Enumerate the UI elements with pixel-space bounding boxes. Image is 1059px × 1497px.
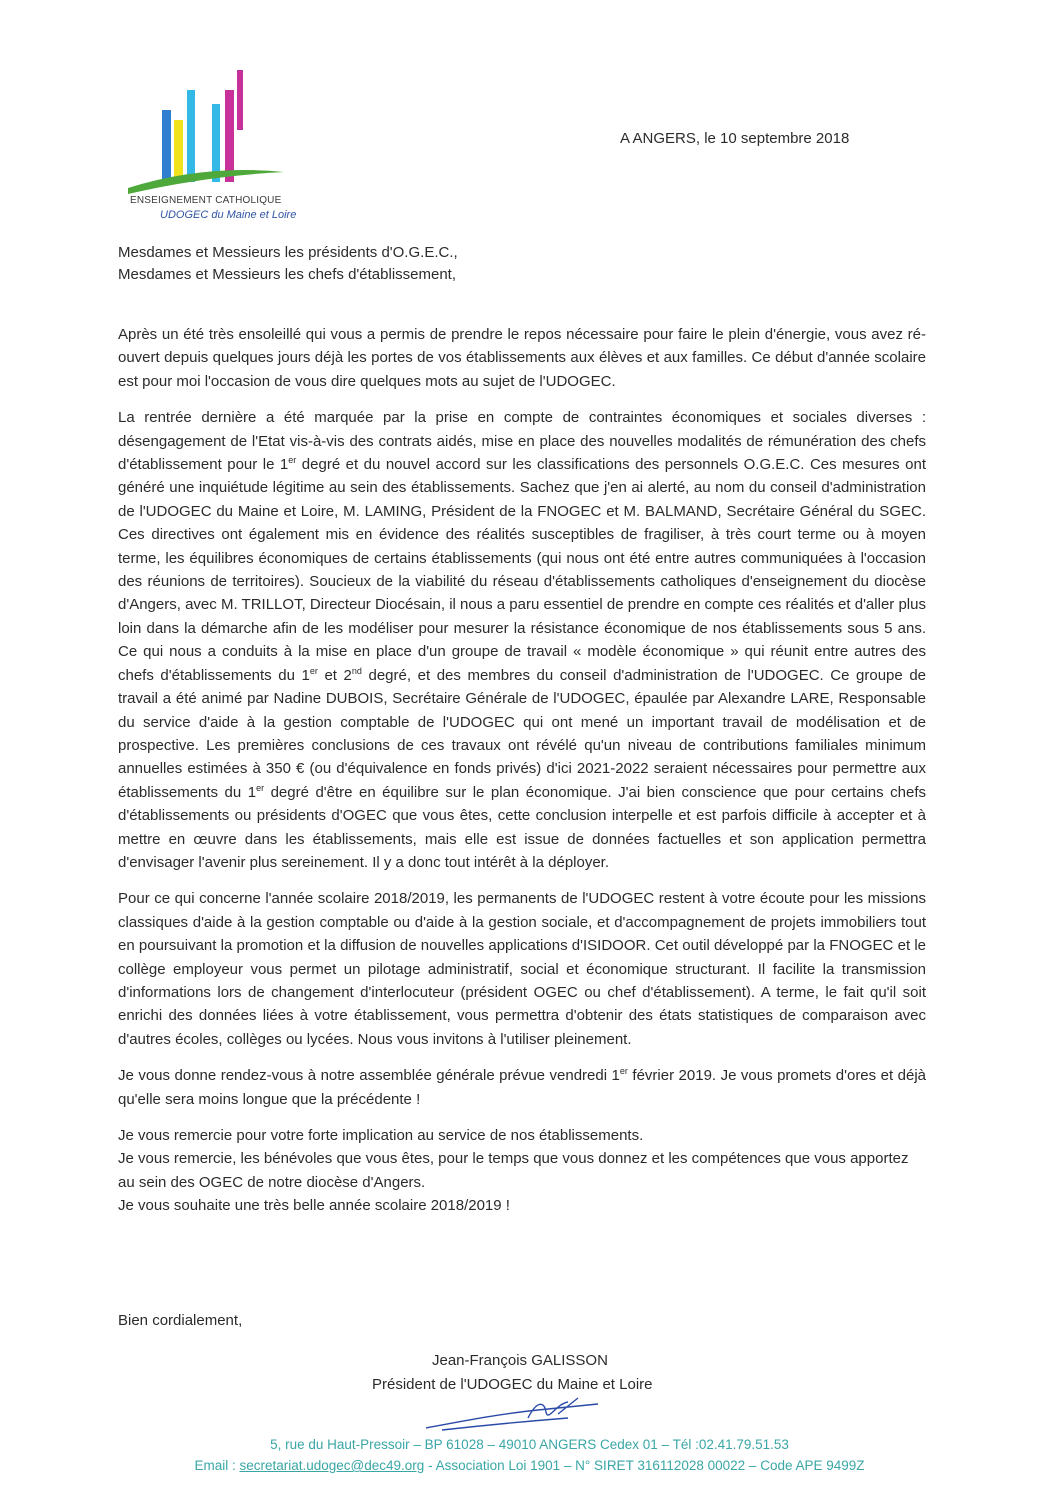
- logo-graphic: [124, 68, 294, 208]
- footer-address: 5, rue du Haut-Pressoir – BP 61028 – 49010 ANGERS Cedex 01 – Tél :02.41.79.51.53: [270, 1437, 789, 1452]
- paragraph-intro: [118, 323, 926, 393]
- logo-bar-magenta: [225, 90, 234, 182]
- paragraph-text: février 2019. Je vous promets d'ores et déjà qu'elle sera moins longue que la précédente !: [118, 1067, 927, 1108]
- logo-swoosh: [128, 170, 284, 194]
- logo-bar-cyan-2: [212, 104, 220, 182]
- paragraph-context: [118, 406, 926, 874]
- signatory-name: Jean-François GALISSON: [432, 1352, 608, 1369]
- logo-bar-cyan: [187, 90, 195, 182]
- ordinal-sup: er: [256, 782, 265, 793]
- udogec-logo: [124, 68, 297, 228]
- paragraph-text: Je vous donne rendez-vous à notre assemblée générale prévue vendredi 1: [118, 1067, 620, 1085]
- footer-email-label: Email :: [194, 1458, 240, 1473]
- paragraph-text: degré et du nouvel accord sur les classifications des personnels O.G.E.C. Ces mesures ont généré une inquiétude légitime au sein des établissements. Sachez que j'en ai alerté, au nom du conseil d'administration de l'UDOGEC du Maine et Loire, M. LAMING, Président de la FNOGEC et M. BALMAND, Secrétaire Général du SGEC. Ces directives ont également mis en évidence des réalités susceptibles de fragiliser, à très court terme ou à moyen terme, les équilibres économiques de certains établissements (qui nous ont été entre autres communiquées à l'occasion des réunions de territoires). Soucieux de la viabilité du réseau d'établissements catholiques d'enseignement du diocèse d'Angers, avec M. TRILLOT, Directeur Diocésain, il nous a paru essentiel de prendre en compte ces réalités et d'aller plus loin dans la démarche afin de les modéliser pour mesurer la résistance économique de nos établissements sous 5 ans. Ce qui nous a conduits à la mise en place d'un groupe de travail « modèle économique » qui réunit entre autres des chefs d'établissements du 1: [118, 456, 926, 684]
- logo-bar-blue: [162, 110, 171, 180]
- paragraph-assembly: [118, 1064, 926, 1111]
- paragraph-text: Pour ce qui concerne l'année scolaire 2018/2019, les permanents de l'UDOGEC restent à votre écoute pour les missions classiques d'aide à la gestion comptable ou d'aide à la gestion sociale, et d'accompagnement de projets immobiliers tout en poursuivant la promotion et la diffusion de nouvelles applications d'ISIDOOR. Cet outil développé par la FNOGEC et le collège employeur vous permet un pilotage administratif, social et économique structurant. Il facilite la transmission d'informations lors de changement d'interlocuteur (président OGEC ou chef d'établissement). A terme, le fait qu'il soit enrichi des données liées à votre établissement, vous permettra d'obtenir des états statistiques de comparaison avec d'autres écoles, collèges ou lycées. Nous vous invitons à l'utiliser pleinement.: [118, 890, 926, 1048]
- letter-body: [118, 323, 926, 1231]
- logo-text-line2: UDOGEC du Maine et Loire: [160, 209, 297, 221]
- paragraph-text: La rentrée dernière a été marquée par la prise en compte de contraintes économiques et sociales diverses : désengagement de l'Etat vis-à-vis des contrats aidés, mise en place des nouvelles modalités de rémunération des chefs d'établissement pour le 1: [118, 409, 926, 474]
- thanks-line: Je vous remercie, les bénévoles que vous êtes, pour le temps que vous donnez et les compétences que vous apportez au sein des OGEC de notre diocèse d'Angers.: [118, 1150, 909, 1191]
- signatory-title: Président de l'UDOGEC du Maine et Loire: [372, 1376, 653, 1393]
- thanks-line: Je vous souhaite une très belle année scolaire 2018/2019 !: [118, 1197, 510, 1215]
- paragraph-text: degré d'être en équilibre sur le plan économique. J'ai bien conscience que pour certains chefs d'établissements ou présidents d'OGEC que vous êtes, cette conclusion interpelle et est parfois difficile à accepter et à mettre en œuvre dans les établissements, mais elle est issue de données factuelles et son application permettra d'envisager l'avenir plus sereinement. Il y a donc tout intérêt à la déployer.: [118, 783, 926, 871]
- paragraph-text: et 2: [317, 666, 352, 684]
- paragraph-thanks: [118, 1124, 926, 1218]
- logo-bar-magenta-2: [237, 70, 243, 130]
- handwritten-signature: [418, 1392, 618, 1436]
- logo-text-line1: ENSEIGNEMENT CATHOLIQUE: [130, 195, 282, 206]
- paragraph-year-plan: [118, 887, 926, 1051]
- thanks-line: Je vous remercie pour votre forte implication au service de nos établissements.: [118, 1127, 644, 1144]
- closing-salutation: Bien cordialement,: [118, 1312, 243, 1329]
- ordinal-sup: nd: [351, 665, 362, 676]
- footer-legal: [0, 1458, 1059, 1473]
- logo-bar-yellow: [174, 120, 183, 182]
- paragraph-text: Après un été très ensoleillé qui vous a permis de prendre le repos nécessaire pour faire le plein d'énergie, vous avez ré-ouvert depuis quelques jours déjà les portes de vos établissements aux élèves et aux familles. Ce début d'année scolaire est pour moi l'occasion de vous dire quelques mots au sujet de l'UDOGEC.: [118, 326, 926, 390]
- ordinal-sup: er: [619, 1066, 628, 1077]
- ordinal-sup: er: [288, 455, 297, 466]
- paragraph-text: degré, et des membres du conseil d'administration de l'UDOGEC. Ce groupe de travail a été animé par Nadine DUBOIS, Secrétaire Générale de l'UDOGEC, épaulée par Alexandre LARE, Responsable du service d'aide à la gestion comptable de l'UDOGEC qui ont mené un important travail de modélisation et de prospective. Les premières conclusions de ces travaux ont révélé qu'un niveau de contributions familiales minimum annuelles estimées à 350 € (ou d'équivalence en fonds privés) d'ici 2021-2022 seraient nécessaires pour permettre aux établissements du 1: [118, 666, 926, 801]
- ordinal-sup: er: [309, 665, 318, 676]
- recipient-line: Mesdames et Messieurs les chefs d'établissement,: [118, 266, 457, 283]
- footer-email-link[interactable]: secretariat.udogec@dec49.org: [239, 1458, 425, 1473]
- footer-legal-text: - Association Loi 1901 – N° SIRET 316112028 00022 – Code APE 9499Z: [424, 1458, 865, 1473]
- recipients-block: [118, 242, 458, 286]
- letter-date: A ANGERS, le 10 septembre 2018: [620, 130, 850, 147]
- recipient-line: Mesdames et Messieurs les présidents d'O.G.E.C.,: [118, 244, 458, 261]
